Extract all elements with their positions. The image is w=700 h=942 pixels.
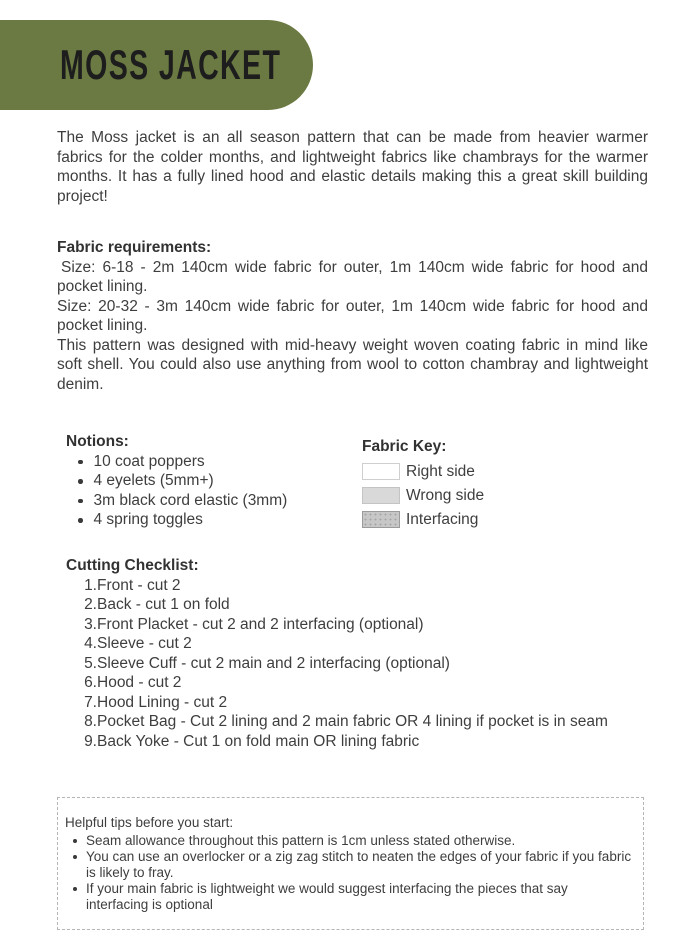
intro-paragraph: The Moss jacket is an all season pattern that can be made from heavier warmer fabrics for the colder months, and lightweight fabrics like chambrays for the warmer months. It has a fully lined hood and elastic details making this a great skill building project!	[57, 129, 648, 205]
bullet-icon	[78, 518, 83, 523]
checklist-item	[66, 615, 648, 635]
wrong-side-swatch-icon	[362, 487, 400, 504]
item-number: 9.	[84, 732, 97, 750]
item-text: Sleeve Cuff - cut 2 main and 2 interfacing (optional)	[97, 654, 450, 672]
legend-label: Interfacing	[406, 510, 479, 528]
item-text: Back Yoke - Cut 1 on fold main OR lining fabric	[97, 732, 420, 750]
list-item	[66, 491, 366, 511]
tip-text: Seam allowance throughout this pattern is 1cm unless stated otherwise.	[86, 833, 516, 848]
checklist-item	[66, 654, 648, 674]
tip-item	[65, 849, 633, 881]
item-number: 2.	[84, 596, 97, 613]
checklist-item	[66, 634, 648, 654]
list-item	[66, 510, 366, 530]
notion-text: 10 coat poppers	[93, 452, 205, 470]
fabric-key-heading: Fabric Key:	[362, 438, 447, 455]
item-number: 4.	[84, 635, 97, 652]
fabric-req-size-small: Size: 6-18 - 2m 140cm wide fabric for outer, 1m 140cm wide fabric for hood and pocket lining.	[57, 258, 648, 295]
bullet-icon	[73, 887, 77, 891]
bullet-icon	[78, 460, 83, 465]
list-item	[66, 471, 366, 491]
item-text: Hood - cut 2	[97, 674, 182, 691]
tip-item	[65, 881, 633, 913]
list-item	[66, 452, 366, 472]
interfacing-swatch-icon	[362, 511, 400, 528]
checklist-item	[66, 595, 648, 615]
legend-row	[362, 463, 602, 481]
bullet-icon	[73, 855, 77, 859]
right-side-swatch-icon	[362, 463, 400, 480]
pattern-title: MOSS JACKET	[60, 41, 282, 88]
item-text: Back - cut 1 on fold	[97, 596, 230, 613]
legend-row	[362, 511, 602, 529]
fabric-requirements-heading: Fabric requirements:	[57, 239, 212, 256]
item-number: 8.	[84, 713, 97, 730]
notion-text: 4 eyelets (5mm+)	[93, 472, 214, 489]
item-number: 5.	[84, 654, 97, 672]
legend-label: Wrong side	[406, 486, 485, 504]
notions-heading: Notions:	[66, 433, 129, 450]
title-banner	[0, 20, 313, 110]
fabric-requirements-section	[57, 238, 648, 394]
notion-text: 4 spring toggles	[93, 511, 203, 528]
checklist-item	[66, 693, 648, 713]
tip-text: You can use an overlocker or a zig zag stitch to neaten the edges of your fabric if you fabric is likely to fray.	[86, 849, 632, 880]
notion-text: 3m black cord elastic (3mm)	[93, 491, 288, 509]
item-number: 3.	[84, 615, 97, 633]
checklist-item	[66, 576, 648, 596]
bullet-icon	[78, 499, 83, 504]
fabric-req-note: This pattern was designed with mid-heavy weight woven coating fabric in mind like soft shell. You could also use anything from wool to cotton chambray and lightweight denim.	[57, 336, 648, 393]
cutting-checklist-list	[66, 576, 648, 752]
item-text: Sleeve - cut 2	[97, 635, 192, 652]
tip-item	[65, 833, 633, 849]
tips-list	[65, 833, 633, 913]
cutting-checklist-heading: Cutting Checklist:	[66, 557, 199, 574]
notions-section	[66, 432, 366, 530]
item-number: 7.	[84, 693, 97, 711]
item-number: 1.	[84, 576, 97, 594]
fabric-req-size-large: Size: 20-32 - 3m 140cm wide fabric for outer, 1m 140cm wide fabric for hood and pocket lining.	[57, 297, 648, 334]
item-text: Front Placket - cut 2 and 2 interfacing (optional)	[97, 615, 424, 633]
cutting-checklist-section	[66, 556, 648, 751]
item-text: Front - cut 2	[97, 576, 181, 594]
checklist-item	[66, 712, 648, 732]
bullet-icon	[73, 839, 77, 843]
item-text: Pocket Bag - Cut 2 lining and 2 main fabric OR 4 lining if pocket is in seam	[97, 713, 608, 730]
item-text: Hood Lining - cut 2	[97, 693, 228, 711]
item-number: 6.	[84, 674, 97, 691]
bullet-icon	[78, 479, 83, 484]
legend-label: Right side	[406, 462, 475, 480]
checklist-item	[66, 732, 648, 752]
legend-row	[362, 487, 602, 505]
tips-heading: Helpful tips before you start:	[65, 815, 234, 830]
helpful-tips-box	[57, 797, 644, 930]
notions-list	[66, 452, 366, 530]
checklist-item	[66, 673, 648, 693]
tip-text: If your main fabric is lightweight we would suggest interfacing the pieces that say interfacing is optional	[86, 881, 568, 912]
fabric-key-legend	[362, 437, 602, 529]
